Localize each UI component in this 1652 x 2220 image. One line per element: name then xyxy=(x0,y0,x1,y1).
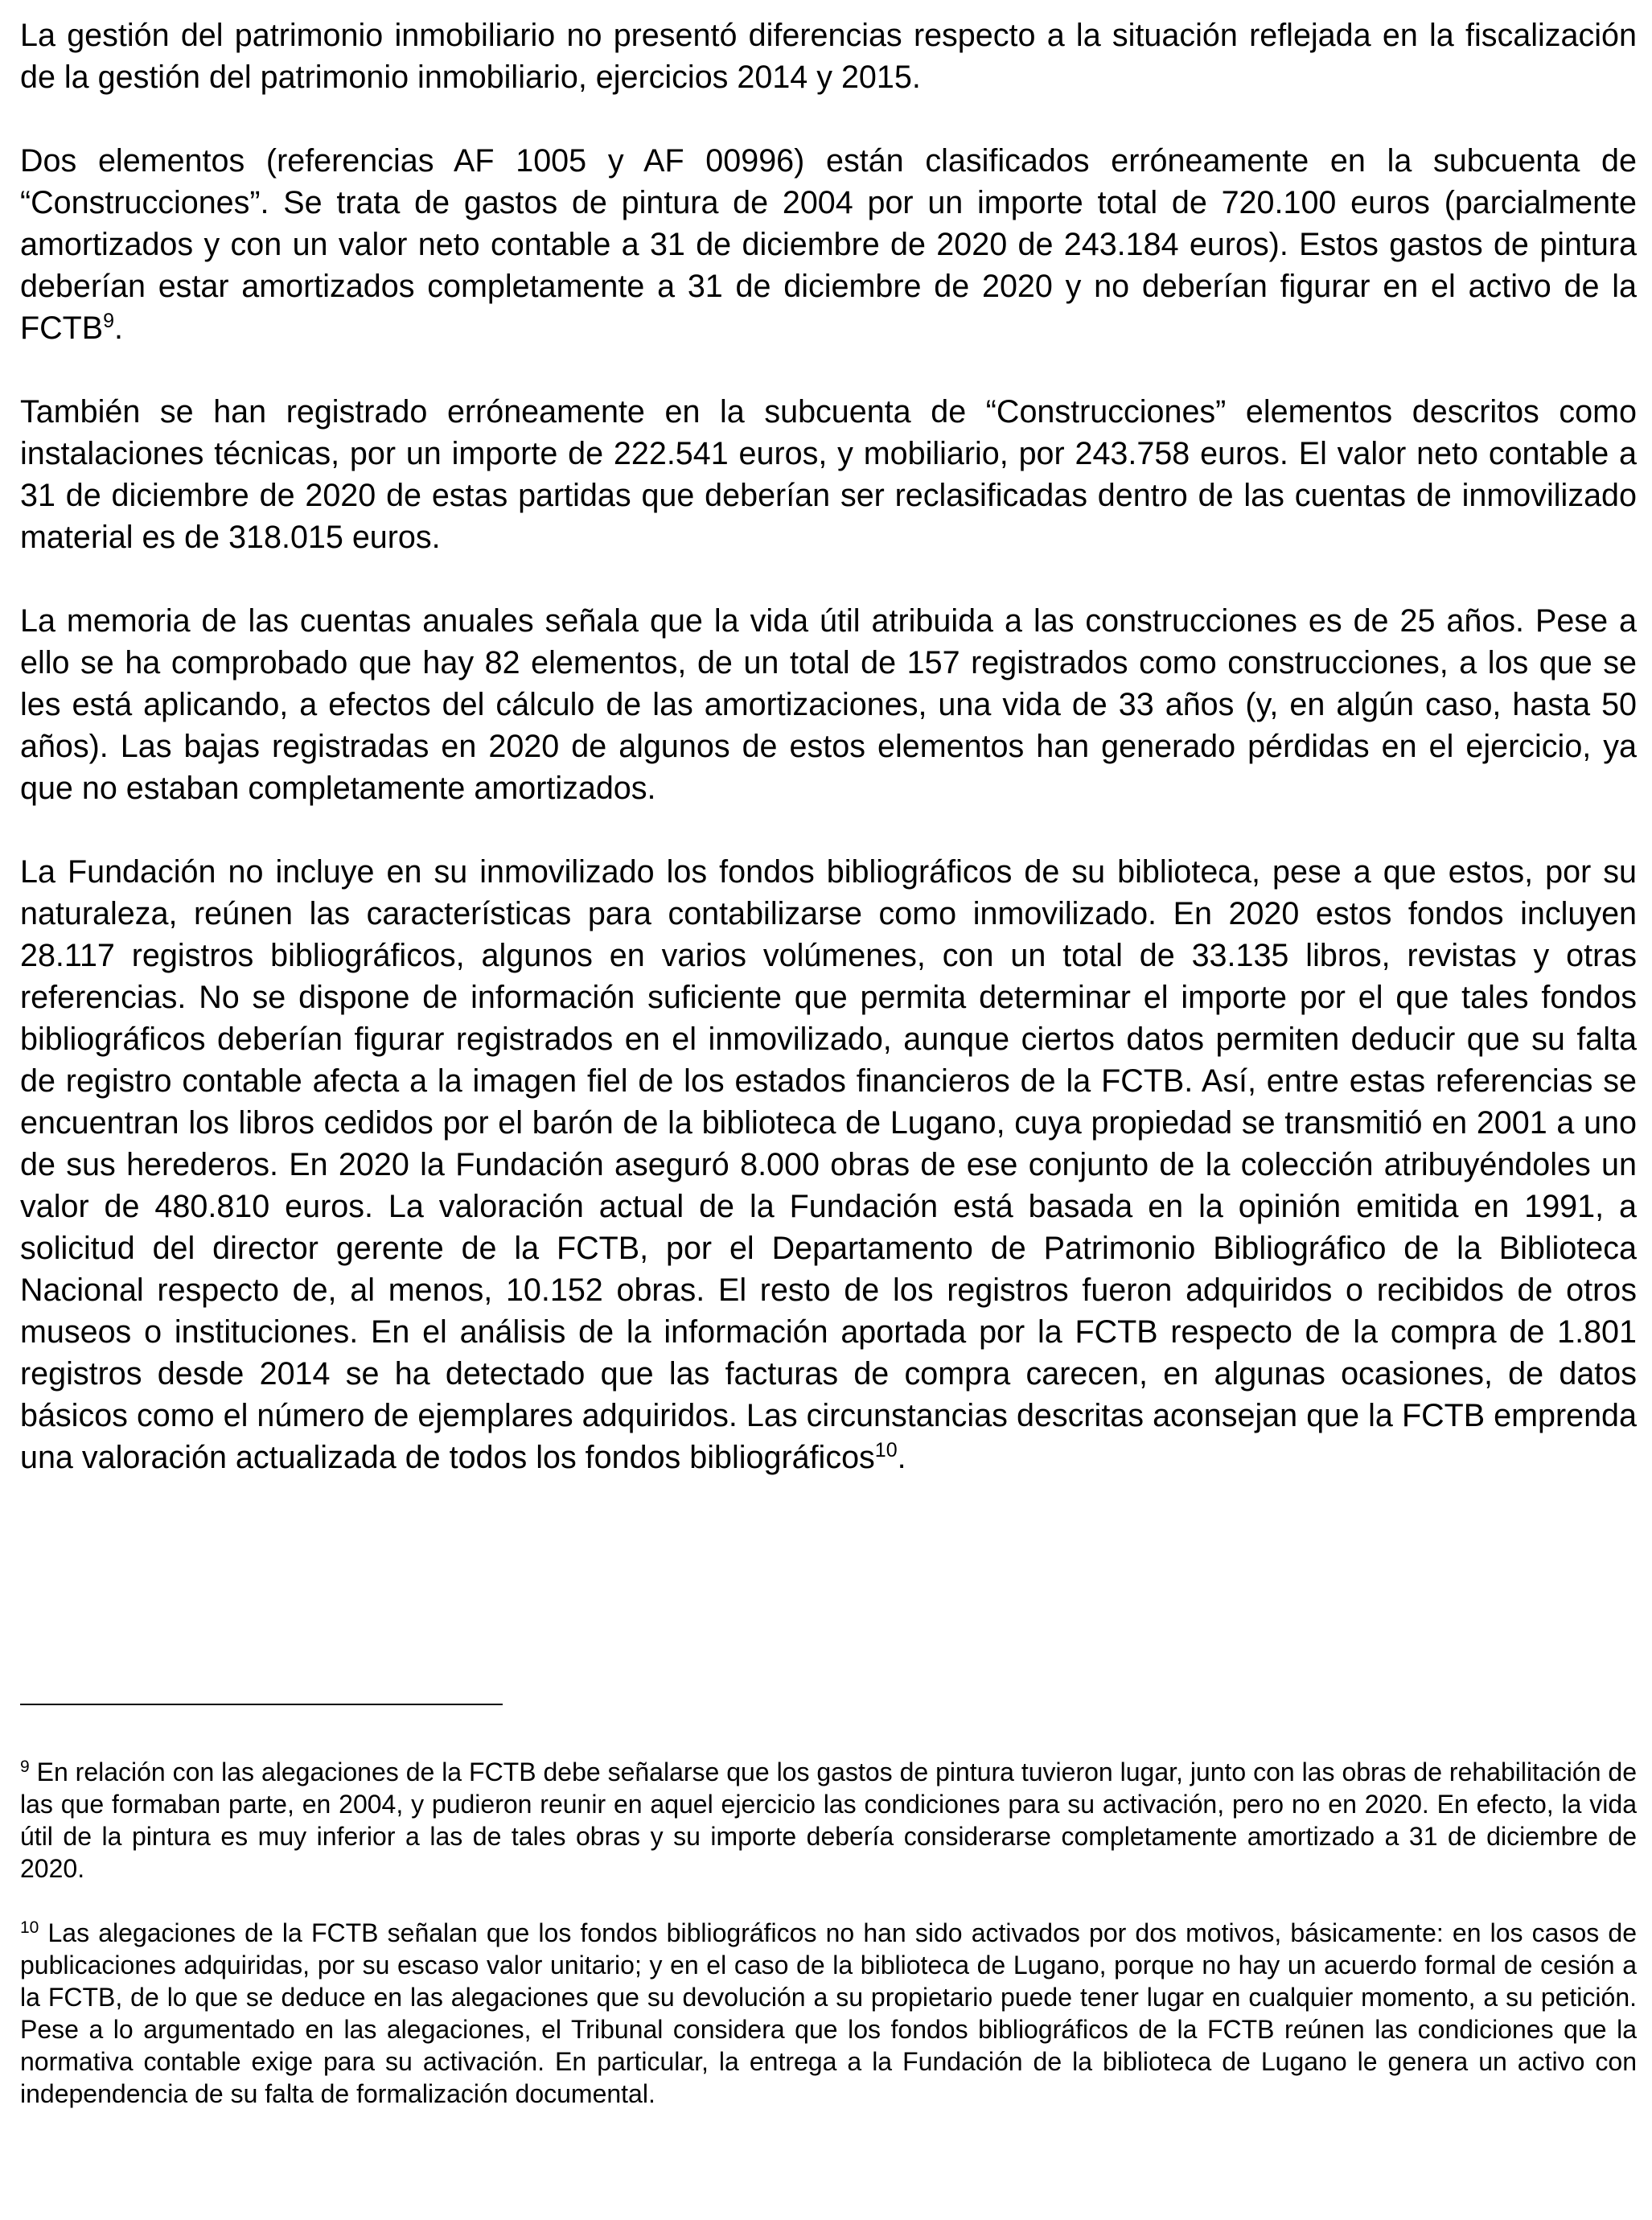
paragraph-patrimonio-inmobiliario: La gestión del patrimonio inmobiliario no presentó diferencias respecto a la situación reflejada en la fiscalización de la gestión del patrimonio inmobiliario, ejercicios 2014 y 2015. xyxy=(20,18,1637,95)
footnotes xyxy=(20,1756,1637,2142)
paragraph-fondos-bibliograficos: La Fundación no incluye en su inmovilizado los fondos bibliográficos de su biblioteca, pese a que estos, por su naturaleza, reúnen las características para contabilizarse como inmovilizado. En 2020 estos fondos incluyen 28.117 registros bibliográficos, algunos en varios volúmenes, con un total de 33.135 libros, revistas y otras referencias. No se dispone de información suficiente que permita determinar el importe por el que tales fondos bibliográficos deberían figurar registrados en el inmovilizado, aunque ciertos datos permiten deducir que su falta de registro contable afecta a la imagen fiel de los estados financieros de la FCTB. Así, entre estas referencias se encuentran los libros cedidos por el barón de la biblioteca de Lugano, cuya propiedad se transmitió en 2001 a uno de sus herederos. En 2020 la Fundación aseguró 8.000 obras de ese conjunto de la colección atribuyéndoles un valor de 480.810 euros. La valoración actual de la Fundación está basada en la opinión emitida en 1991, a solicitud del director gerente de la FCTB, por el Departamento de Patrimonio Bibliográfico de la Biblioteca Nacional respecto de, al menos, 10.152 obras. El resto de los registros fueron adquiridos o recibidos de otros museos o instituciones. En el análisis de la información aportada por la FCTB respecto de la compra de 1.801 registros desde 2014 se ha detectado que las facturas de compra carecen, en algunas ocasiones, de datos básicos como el número de ejemplares adquiridos. Las circunstancias descritas aconsejan que la FCTB emprenda una valoración actualizada de todos los fondos bibliográficos$^{10}$. xyxy=(20,854,1637,1475)
footnote-text: Las alegaciones de la FCTB señalan que los fondos bibliográficos no han sido activados por dos motivos, básicamente: en los casos de publicaciones adquiridas, por su escaso valor unitario; y en el caso de la biblioteca de Lugano, porque no hay un acuerdo formal de cesión a la FCTB, de lo que se deduce en las alegaciones que su devolución a su propietario puede tener lugar en cualquier momento, a su petición. Pese a lo argumentado en las alegaciones, el Tribunal considera que los fondos bibliográficos de la FCTB reúnen las condiciones que la normativa contable exige para su activación. En particular, la entrega a la Fundación de la biblioteca de Lugano le genera un activo con independencia de su falta de formalización documental. xyxy=(20,1918,1637,2108)
footnote-reference-10[interactable]: 10 xyxy=(874,1439,898,1462)
paragraph-vida-util: La memoria de las cuentas anuales señala que la vida útil atribuida a las construcciones es de 25 años. Pese a ello se ha comprobado que hay 82 elementos, de un total de 157 registrados como construcciones, a los que se les está aplicando, a efectos del cálculo de las amortizaciones, una vida de 33 años (y, en algún caso, hasta 50 años). Las bajas registradas en 2020 de algunos de estos elementos han generado pérdidas en el ejercicio, ya que no estaban completamente amortizados. xyxy=(20,603,1637,806)
footnote-reference-9[interactable]: 9 xyxy=(103,310,115,332)
footnote-9 xyxy=(20,1756,1637,1885)
footnote-number: 9 xyxy=(20,1758,30,1776)
document-body xyxy=(20,14,1637,1520)
footnote-number: 10 xyxy=(20,1918,39,1937)
footnote-text: En relación con las alegaciones de la FCTB debe señalarse que los gastos de pintura tuvieron lugar, junto con las obras de rehabilitación de las que formaban parte, en 2004, y pudieron reunir en aquel ejercicio las condiciones para su activación, pero no en 2020. En efecto, la vida útil de la pintura es muy inferior a las de tales obras y su importe debería considerarse completamente amortizado a 31 de diciembre de 2020. xyxy=(20,1758,1638,1883)
footnote-separator xyxy=(20,1704,503,1705)
paragraph-instalaciones-mobiliario: También se han registrado erróneamente en la subcuenta de “Construcciones” elementos descritos como instalaciones técnicas, por un importe de 222.541 euros, y mobiliario, por 243.758 euros. El valor neto contable a 31 de diciembre de 2020 de estas partidas que deberían ser reclasificadas dentro de las cuentas de inmovilizado material es de 318.015 euros. xyxy=(20,394,1637,555)
footnote-10 xyxy=(20,1917,1637,2110)
paragraph-gastos-pintura: Dos elementos (referencias AF 1005 y AF 00996) están clasificados erróneamente en la subcuenta de “Construcciones”. Se trata de gastos de pintura de 2004 por un importe total de 720.100 euros (parcialmente amortizados y con un valor neto contable a 31 de diciembre de 2020 de 243.184 euros). Estos gastos de pintura deberían estar amortizados completamente a 31 de diciembre de 2020 y no deberían figurar en el activo de la FCTB$^9$. xyxy=(20,143,1637,346)
